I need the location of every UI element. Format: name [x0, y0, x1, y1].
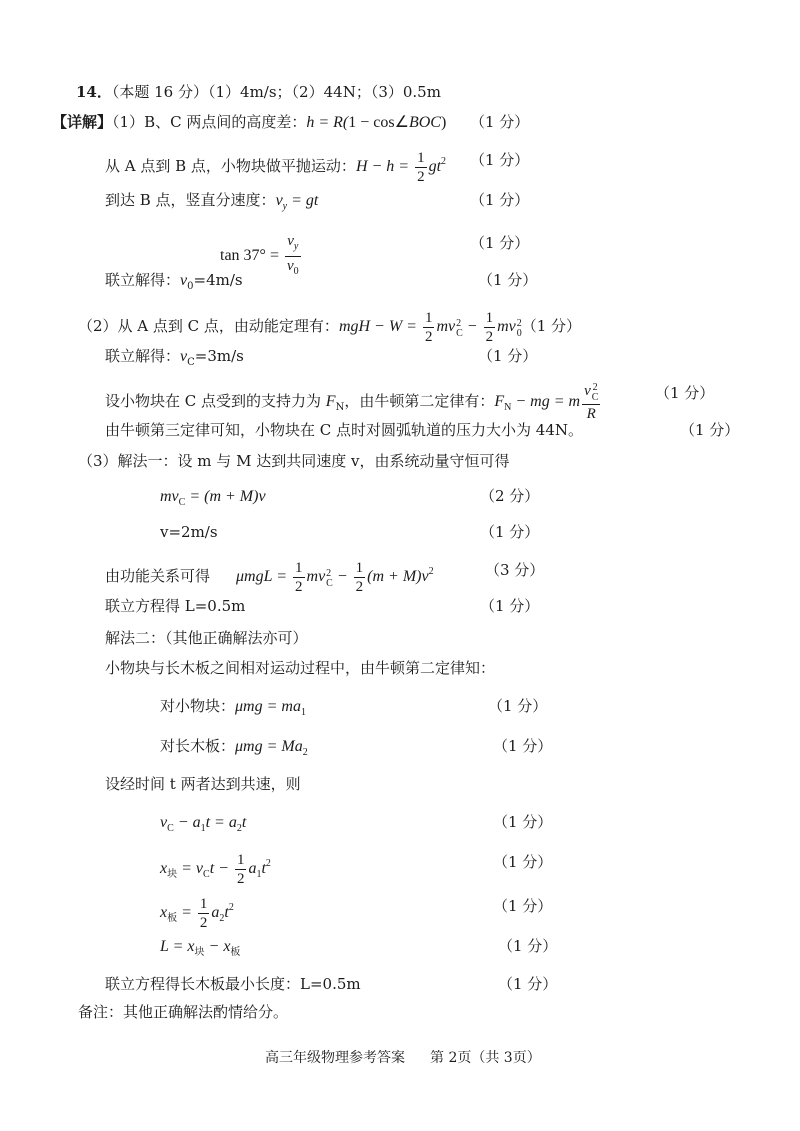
- score: （1 分）: [480, 597, 540, 615]
- fraction-denominator: R: [586, 406, 596, 422]
- part2-line2: [105, 346, 244, 373]
- subscript: C: [456, 328, 463, 340]
- score: （1 分）: [493, 813, 553, 831]
- subscript: 块: [167, 869, 178, 881]
- formula-newton-second-law: [494, 382, 602, 422]
- score: （1 分）: [493, 897, 553, 915]
- fraction: [293, 560, 305, 595]
- superscript: 2: [456, 318, 462, 330]
- part1-line1: [52, 112, 446, 133]
- formula-tangent: [220, 233, 303, 277]
- formula-text: tan 37° =: [220, 247, 283, 265]
- score: （3 分）: [485, 561, 545, 579]
- subscript: C: [326, 578, 333, 590]
- score: （1 分）: [478, 271, 538, 289]
- subscript: 板: [230, 947, 241, 958]
- line-text: 联立解得：: [105, 347, 181, 365]
- formula-text: mv: [306, 568, 326, 586]
- part3-method2-intro: 小物块与长木板之间相对运动过程中，由牛顿第二定律知：: [105, 659, 496, 677]
- formula-text: mv: [436, 318, 456, 336]
- fraction: [415, 150, 427, 185]
- formula-momentum: [160, 488, 266, 508]
- fraction-numerator: 1: [199, 896, 208, 912]
- footer-title: 高三年级物理参考答案: [265, 1050, 405, 1066]
- question-number: 14．: [76, 83, 112, 101]
- fraction-denominator: 2: [485, 329, 494, 345]
- subscript: 2: [219, 913, 225, 925]
- line-text: 联立解得：: [105, 271, 181, 289]
- fraction-denominator: 2: [424, 329, 433, 345]
- formula-text: t −: [209, 860, 233, 878]
- formula-text: μmgL =: [236, 568, 292, 586]
- formula-text: v: [180, 272, 188, 289]
- score: （1 分）: [498, 975, 558, 993]
- subscript: 板: [167, 913, 178, 925]
- fraction-numerator: 1: [355, 560, 364, 576]
- score: （1 分）: [470, 113, 530, 131]
- part3-line6: [160, 736, 308, 763]
- fraction-denominator: 2: [199, 915, 208, 931]
- subscript: N: [504, 402, 512, 414]
- formula-text: =: [177, 904, 196, 922]
- formula-text: gt: [428, 158, 442, 176]
- question-summary: （本题 16 分）（1）4m/s；（2）44N；（3）0.5m: [111, 83, 441, 101]
- formula-text: L = x: [160, 938, 195, 955]
- formula-text: mv: [160, 488, 179, 505]
- subscript: C: [591, 392, 599, 403]
- fraction-denominator: 2: [417, 169, 425, 185]
- superscript: 2: [592, 382, 598, 393]
- part3-line3: [105, 560, 434, 595]
- fraction-numerator: 1: [236, 852, 245, 868]
- fraction: [484, 310, 496, 345]
- fraction-numerator: [285, 233, 301, 257]
- part3-line4: 联立方程得 L=0.5m: [105, 597, 246, 615]
- part1-line2: [105, 150, 446, 185]
- formula-text: −: [332, 568, 352, 586]
- formula-text: v: [287, 233, 294, 249]
- formula-board-displacement: [160, 896, 234, 931]
- formula-height-difference: [306, 114, 446, 131]
- line-text: （2）从 A 点到 C 点，由动能定理有：: [78, 317, 339, 336]
- part3-method2-intro2: 设经时间 t 两者达到共速，则: [105, 775, 301, 793]
- line-text: 对小物块：: [160, 697, 236, 715]
- part-label: （1）: [112, 113, 145, 131]
- formula-text: t: [261, 860, 266, 878]
- formula-text: v: [160, 814, 168, 831]
- score: （1 分）: [470, 191, 530, 209]
- formula-text: BOC: [408, 114, 441, 131]
- formula-text: x: [160, 860, 168, 878]
- formula-text: v: [275, 192, 283, 209]
- formula-text: (m + M)v: [367, 568, 429, 586]
- question-14-header: [76, 82, 441, 102]
- subscript: 1: [200, 823, 206, 834]
- score: （1 分）: [493, 853, 553, 871]
- subscript: y: [282, 201, 288, 212]
- fraction-denominator: 2: [295, 579, 303, 595]
- formula-text: t = a: [205, 814, 237, 831]
- fraction-numerator: 1: [485, 310, 494, 326]
- formula-text: = v: [177, 860, 204, 878]
- score: （1 分）: [478, 347, 538, 365]
- fraction: [285, 233, 301, 280]
- score: （1 分）: [470, 234, 530, 252]
- formula-text: μmg = ma: [235, 698, 301, 715]
- part3-line1: [160, 486, 266, 513]
- subscript: C: [167, 823, 174, 834]
- remark-note: 备注：其他正确解法酌情给分。: [78, 1003, 289, 1021]
- score: （1 分）: [680, 421, 740, 439]
- subscript: y: [293, 241, 299, 252]
- part3-line11: 联立方程得长木板最小长度：L=0.5m: [105, 975, 361, 993]
- subscript: N: [335, 402, 345, 414]
- part1-line5: [105, 270, 243, 297]
- formula-common-velocity: [160, 814, 247, 834]
- fraction-denominator: [285, 257, 301, 280]
- subscript: 2: [236, 823, 242, 834]
- formula-text: mgH − W =: [338, 318, 421, 336]
- formula-text: 1 − cos∠: [348, 114, 409, 131]
- detail-label: 【详解】: [52, 113, 113, 131]
- superscript: 2: [441, 156, 447, 168]
- part3-method1-heading: （3）解法一：设 m 与 M 达到共同速度 v，由系统动量守恒可得: [78, 452, 510, 470]
- fraction-numerator: 1: [295, 560, 303, 576]
- subscript: 1: [300, 707, 306, 718]
- superscript: 2: [428, 566, 434, 578]
- part2-line1: [78, 310, 581, 345]
- result-text: =4m/s: [193, 271, 243, 289]
- formula-text: ): [440, 114, 447, 131]
- score: （1 分）: [498, 937, 558, 955]
- formula-text: F: [494, 393, 505, 411]
- sub-superscript: [456, 319, 463, 339]
- subscript: 0: [293, 266, 299, 277]
- superscript: 2: [265, 858, 271, 870]
- fraction-denominator: 2: [355, 579, 364, 595]
- formula-text: − mg = m: [511, 393, 581, 411]
- part2-line4: [105, 420, 583, 440]
- formula-block-displacement: [160, 852, 271, 887]
- formula-text: mv: [497, 318, 516, 336]
- formula-vertical-velocity: [275, 192, 319, 212]
- formula-text: = (m + M)v: [185, 488, 266, 505]
- line-text: 由牛顿第三定律可知，小物块在 C 点时对圆弧轨道的压力大小为 44N。: [105, 421, 583, 439]
- part3-line8: [160, 852, 271, 887]
- score: （1 分）: [488, 697, 548, 715]
- footer-page-number: 第 2页（共 3页）: [430, 1050, 541, 1066]
- formula-text: x: [160, 904, 168, 922]
- formula-text: H − h =: [355, 158, 414, 176]
- part1-line3: [105, 190, 318, 217]
- line-text: ，由牛顿第二定律有：: [344, 392, 495, 411]
- fraction: [354, 560, 366, 595]
- line-text: 设小物块在 C 点受到的支持力为: [105, 392, 326, 411]
- formula-text: a: [211, 904, 220, 922]
- fraction-denominator: 2: [236, 871, 245, 887]
- formula-text: h = R(: [306, 114, 349, 131]
- part2-line3: [105, 383, 602, 422]
- subscript: 0: [187, 281, 194, 292]
- formula-text: v: [180, 348, 188, 365]
- sub-superscript: [592, 383, 599, 403]
- formula-board-acceleration: [235, 738, 308, 758]
- fraction-numerator: 1: [424, 310, 433, 326]
- score: （1 分）: [655, 384, 715, 402]
- fraction-numerator: [582, 383, 600, 405]
- subscript: 块: [194, 947, 205, 958]
- formula-text: − x: [204, 938, 231, 955]
- superscript: 2: [326, 568, 332, 580]
- score: （1 分）: [470, 151, 530, 169]
- score: （1 分）: [480, 523, 540, 541]
- subscript: 2: [302, 747, 308, 758]
- part3-method2-heading: 解法二：（其他正确解法亦可）: [105, 629, 308, 647]
- line-text: 对长木板：: [160, 737, 236, 755]
- subscript: C: [187, 357, 195, 368]
- formula-text: t: [224, 904, 229, 922]
- fraction: [423, 310, 435, 345]
- subscript: C: [203, 869, 210, 881]
- line-text: 从 A 点到 B 点，小物块做平抛运动：: [105, 157, 356, 176]
- part3-line5: [160, 696, 306, 723]
- superscript: 2: [228, 902, 234, 914]
- score: （1 分）: [521, 317, 582, 336]
- formula-text: − a: [173, 814, 201, 831]
- subscript: 1: [256, 869, 262, 881]
- line-text: 到达 B 点，竖直分速度：: [105, 191, 276, 209]
- formula-text: v: [584, 383, 591, 399]
- fraction-numerator: 1: [417, 150, 425, 166]
- formula-text: = gt: [287, 192, 319, 209]
- sub-superscript: [326, 569, 333, 589]
- formula-energy-theorem: [338, 310, 522, 345]
- formula-text: μmg = Ma: [235, 738, 303, 755]
- formula-text: F: [325, 393, 336, 411]
- subscript: C: [178, 497, 186, 508]
- fraction: [235, 852, 247, 887]
- formula-text: −: [462, 318, 482, 336]
- part3-line9: [160, 896, 234, 931]
- part3-line10: [160, 936, 240, 963]
- score: （1 分）: [493, 737, 553, 755]
- line-text: 由功能关系可得: [105, 567, 211, 586]
- formula-relative-length: [160, 938, 241, 958]
- superscript: 2: [516, 318, 522, 330]
- formula-text: v: [286, 258, 294, 274]
- formula-block-acceleration: [235, 698, 306, 718]
- part3-line2: v=2m/s: [160, 523, 218, 541]
- formula-projectile: [355, 150, 447, 185]
- part3-line7: [160, 812, 246, 839]
- formula-energy-relation: [236, 560, 434, 595]
- result-text: =3m/s: [194, 347, 244, 365]
- formula-text: a: [248, 860, 257, 878]
- fraction: [582, 383, 600, 422]
- fraction: [198, 896, 210, 931]
- line-text: B、C 两点间的高度差：: [144, 113, 307, 131]
- subscript: 0: [516, 328, 522, 340]
- formula-text: t: [241, 814, 247, 831]
- score: （2 分）: [480, 487, 540, 505]
